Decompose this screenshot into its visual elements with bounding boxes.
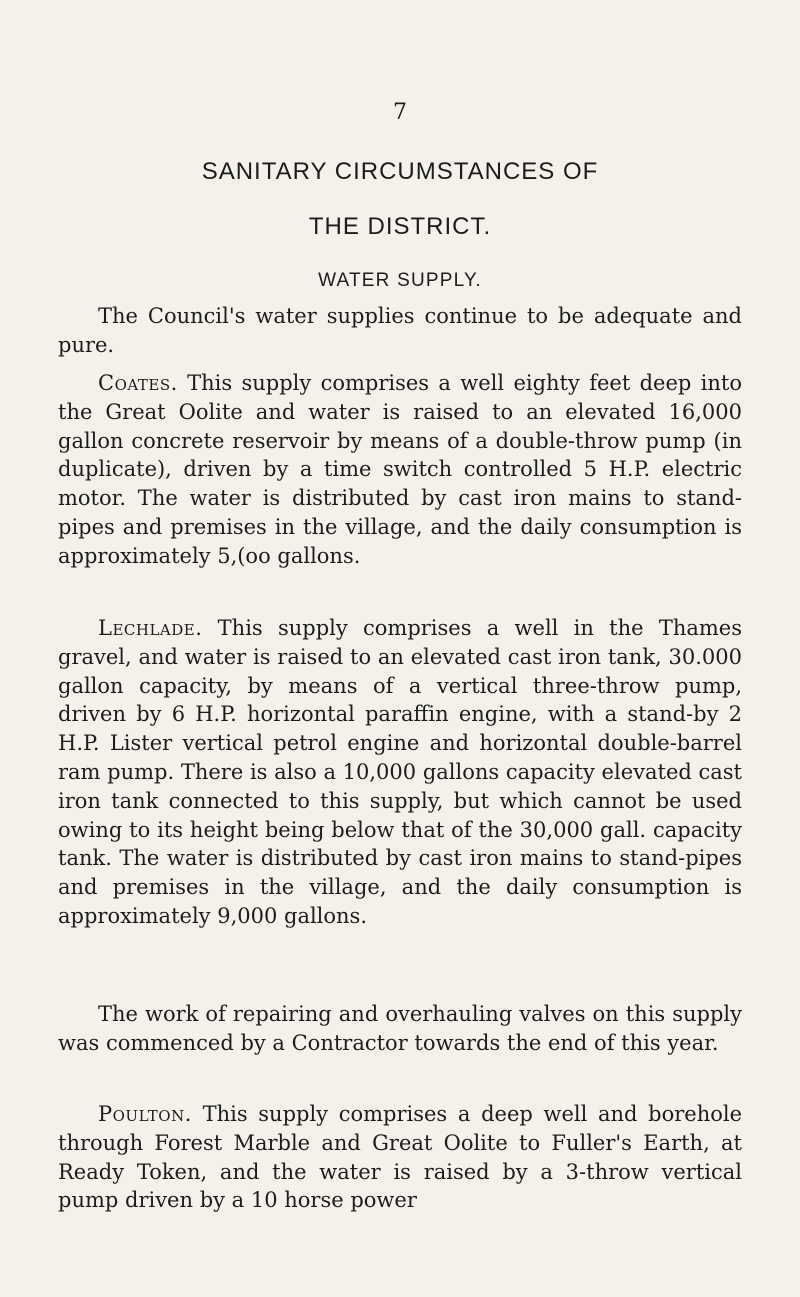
page-number: 7 bbox=[393, 100, 407, 125]
repair-work-paragraph bbox=[58, 1000, 742, 1058]
paragraph-text: This supply comprises a well eighty feet deep into the Great Oolite and water is raised to an elevated 16,000 gallon concrete reservoir by means of a double-throw pump (in duplicate), driven by a time switch controlled 5 H.P. electric motor. The water is distributed by cast iron mains to stand-pipes and premises in the village, and the daily consumption is approximately 5,(oo gallons. bbox=[58, 371, 742, 568]
coates-paragraph bbox=[58, 369, 742, 571]
lechlade-paragraph bbox=[58, 614, 742, 931]
paragraph-lead-lechlade: Lechlade. bbox=[98, 616, 203, 640]
paragraph-lead-coates: Coates. bbox=[98, 371, 178, 395]
paragraph-lead-poulton: Poulton. bbox=[98, 1102, 192, 1126]
paragraph-text: The work of repairing and overhauling valves on this supply was commenced by a Contractor towards the end of this year. bbox=[58, 1002, 742, 1055]
section-title-line-1: SANITARY CIRCUMSTANCES OF bbox=[201, 158, 599, 185]
water-supply-heading: WATER SUPPLY. bbox=[318, 270, 482, 291]
poulton-paragraph bbox=[58, 1100, 742, 1215]
intro-paragraph bbox=[58, 302, 742, 360]
document-page bbox=[58, 0, 742, 1297]
paragraph-text: The Council's water supplies continue to be adequate and pure. bbox=[58, 304, 742, 357]
paragraph-text: This supply comprises a well in the Thames gravel, and water is raised to an elevated cast iron tank, 30.000 gallon capacity, by means of a vertical three-throw pump, driven by 6 H.P. horizontal paraffin engine, with a stand-by 2 H.P. Lister vertical petrol engine and horizontal double-barrel ram pump. There is also a 10,000 gallons capacity elevated cast iron tank connected to this supply, but which cannot be used owing to its height being below that of the 30,000 gall. capacity tank. The water is distributed by cast iron mains to stand-pipes and premises in the village, and the daily consumption is approximately 9,000 gallons. bbox=[58, 616, 742, 928]
section-title-line-2: THE DISTRICT. bbox=[308, 213, 492, 240]
paragraph-text: This supply comprises a deep well and borehole through Forest Marble and Great Oolite to Fuller's Earth, at Ready Token, and the water is raised by a 3-throw vertical pump driven by a 10 horse power bbox=[58, 1102, 742, 1213]
